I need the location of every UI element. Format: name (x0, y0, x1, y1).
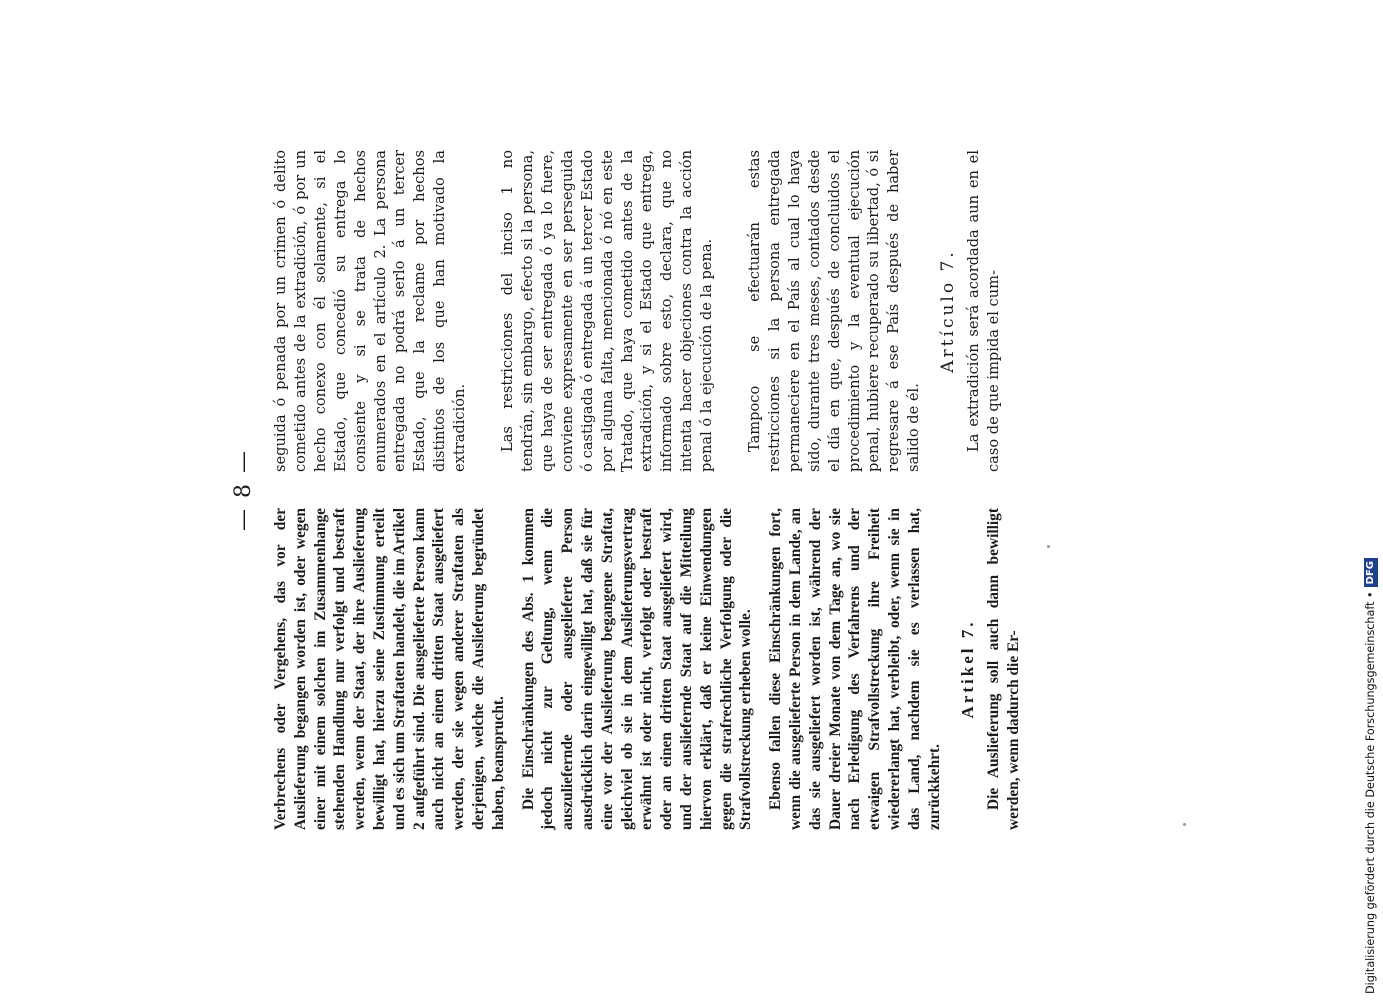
page-number: — 8 — (231, 449, 256, 531)
german-paragraph-4: Die Auslieferung soll auch dann bewilligt werden, wenn dadurch die Er- (985, 508, 1023, 830)
digitization-credit (1362, 4, 1380, 994)
german-article-heading: Artikel 7. (958, 619, 978, 719)
german-column (271, 508, 1034, 830)
scan-speck (1183, 823, 1186, 826)
dfg-logo: DFG (1364, 558, 1378, 587)
rotated-document-page (224, 150, 1174, 830)
german-paragraph-2: Die Einschränkungen des Abs. 1 kommen jedoch nicht zur Geltung, wenn die auszuliefernde oder ausgelieferte Person ausdrücklich darin eingewilligt hat, daß sie für eine vor der Auslieferung begangene Straftat, gleichviel ob sie in dem Auslieferungsvertrag erwähnt ist oder nicht, verfolgt oder bestraft oder an einen dritten Staat ausgeliefert wird, und der ausliefernde Staat auf die Mitteilung hiervon erklärt, daß er keine Einwendungen gegen die strafrechtliche Verfolgung oder die Strafvollstreckung erheben wolle. (519, 508, 755, 830)
spanish-paragraph-1: seguida ó penada por un crimen ó delito cometido antes de la extradición, ó por un hecho conexo con él solamente, si el Estado, que concedió su entrega lo consiente y si se trata de hechos enumerados en el artículo 2. La persona entregada no podrá serlo á un tercer Estado, que la reclame por hechos distintos de los que han motivado la extradición. (272, 150, 469, 472)
paragraph-gap (480, 150, 498, 472)
german-paragraph-3: Ebenso fallen diese Einschränkungen fort, wenn die ausgelieferte Person in dem Lande, an das sie ausgeliefert worden ist, während der Dauer dreier Monate von dem Tage an, wo sie nach Erledigung des Verfahrens und der etwaigen Strafvollstreckung ihre Freiheit wiedererlangt hat, verbleibt, oder, wenn sie in das Land, nachdem sie es verlassen hat, zurückkehrt. (767, 508, 943, 830)
digitization-credit-text: Digitalisierung gefördert durch die Deutsche Forschungsgemeinschaft • (1364, 591, 1377, 994)
spanish-paragraph-3: Tampoco se efectuarán estas restricciones si la persona entregada permaneciere en el País al cual lo haya sido, durante tres meses, contados desde el día en que, después de concluidos el procedimiento y la eventual ejecución penal, hubiere recuperado su libertad, ó si regresare á ese País después de haber salido de él. (746, 150, 923, 472)
spanish-column (271, 150, 1014, 472)
spanish-paragraph-4: La extradición será acordada aun en el caso de que impida el cum- (965, 150, 1003, 472)
spanish-article-heading: Artículo 7. (938, 249, 959, 373)
german-paragraph-1: Verbrechens oder Vergehens, das vor der Auslieferung begangen worden ist, oder wegen einer mit einem solchen im Zusammenhange stehenden Handlung nur verfolgt und bestraft werden, wenn der Staat, der ihre Auslieferung bewilligt hat, hierzu seine Zustimmung erteilt und es sich um Straftaten handelt, die im Artikel 2 aufgeführt sind. Die ausgelieferte Person kann auch nicht an einen dritten Staat ausgeliefert werden, der sie wegen anderer Straftaten als derjenigen, welche die Auslieferung begründet haben, beansprucht. (272, 508, 507, 830)
spanish-paragraph-2: Las restricciones del inciso 1 no tendrán, sin embargo, efecto si la persona, que haya de ser entregada ó ya lo fuere, conviene expresamente en ser perseguida ó castigada ó entregada á un tercer Estado por alguna falta, mencionada ó nó en este Tratado, que haya cometido antes de la extradición, y si el Estado que entrega, informado sobre esto, declara, que no intenta hacer objeciones contra la acción penal ó la ejecución de la pena. (499, 150, 716, 472)
paragraph-gap (727, 150, 745, 472)
scan-speck (1047, 545, 1050, 548)
